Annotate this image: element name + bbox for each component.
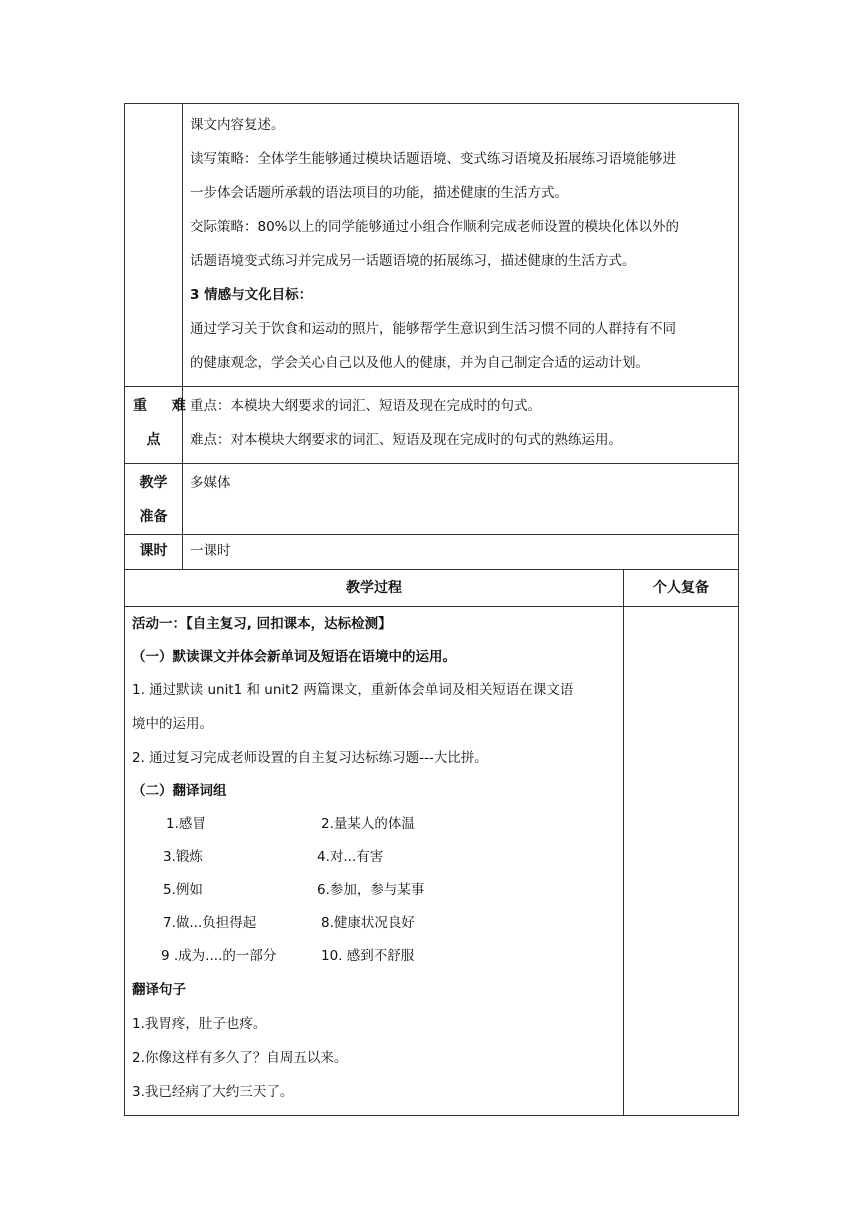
sentences-title: 翻译句子: [132, 982, 186, 998]
objectives-line: 一步体会话题所承载的语法项目的功能，描述健康的生活方式。: [190, 185, 568, 201]
sentence-item: 1.我胃疼，肚子也疼。: [132, 1016, 267, 1032]
key-points-label: [125, 387, 196, 464]
phrase-item: 5.例如: [163, 882, 203, 898]
section1-line: 2. 通过复习完成老师设置的自主复习达标练习题---大比拼。: [132, 750, 488, 766]
section2-title: （二）翻译词组: [132, 783, 227, 799]
period-label: [125, 535, 183, 570]
period-value: 一课时: [190, 543, 231, 559]
period-label-text: 课时: [139, 543, 168, 559]
sentence-item: 2.你像这样有多久了？自周五以来。: [132, 1050, 348, 1066]
phrase-item: 2.量某人的体温: [321, 816, 415, 832]
key-points-content: [183, 387, 739, 464]
phrase-item: 6.参加，参与某事: [317, 882, 425, 898]
phrase-row: [132, 841, 617, 874]
personal-notes-header: 个人复备: [624, 570, 739, 607]
section1-title: （一）默读课文并体会新单词及短语在语境中的运用。: [132, 649, 456, 665]
emotion-line: 的健康观念，学会关心自己以及他人的健康，并为自己制定合适的运动计划。: [190, 355, 649, 371]
phrase-row: [132, 907, 617, 940]
process-header-row: [125, 570, 739, 607]
lesson-plan-table: [124, 103, 739, 1116]
phrase-item: 10. 感到不舒服: [321, 948, 415, 964]
objectives-label-cell: [125, 104, 183, 387]
prep-row: [125, 464, 739, 535]
difficulty-text: 难点：对本模块大纲要求的词汇、短语及现在完成时的句式的熟练运用。: [190, 432, 622, 448]
phrase-item: 7.做...负担得起: [163, 915, 257, 931]
objectives-line: 交际策略：80%以上的同学能够通过小组合作顺利完成老师设置的模块化体以外的: [190, 219, 680, 235]
process-header: 教学过程: [125, 570, 624, 607]
key-points-label-line1: 重 难: [133, 398, 196, 414]
phrase-item: 1.感冒: [166, 816, 206, 832]
phrase-row: [132, 940, 617, 973]
prep-label-line2: 准备: [139, 509, 168, 525]
key-points-label-line2: 点: [146, 432, 161, 448]
phrase-row: [132, 874, 617, 907]
prep-label-line1: 教学: [139, 475, 168, 491]
activity-title: 活动一：【自主复习, 回扣课本，达标检测】: [132, 616, 392, 632]
key-points-row: [125, 387, 739, 464]
period-row: [125, 535, 739, 570]
sentence-item: 3.我已经病了大约三天了。: [132, 1084, 294, 1100]
prep-label: [125, 464, 183, 535]
objectives-content: [183, 104, 739, 387]
phrase-item: 3.锻炼: [163, 849, 203, 865]
phrase-row: [132, 808, 617, 841]
objectives-line: 话题语境变式练习并完成另一话题语境的拓展练习，描述健康的生活方式。: [190, 253, 636, 269]
process-row: [125, 607, 739, 1116]
objectives-row: [125, 104, 739, 387]
emotion-line: 通过学习关于饮食和运动的照片，能够帮学生意识到生活习惯不同的人群持有不同: [190, 321, 676, 337]
objectives-line: 读写策略：全体学生能够通过模块话题语境、变式练习语境及拓展练习语境能够进: [190, 151, 676, 167]
phrase-item: 8.健康状况良好: [321, 915, 415, 931]
phrase-item: 9 .成为....的一部分: [161, 948, 277, 964]
prep-content: [183, 464, 739, 535]
focus-text: 重点：本模块大纲要求的词汇、短语及现在完成时的句式。: [190, 398, 541, 414]
section1-line: 1. 通过默读 unit1 和 unit2 两篇课文，重新体会单词及相关短语在课文语: [132, 682, 574, 698]
section1-line: 境中的运用。: [132, 716, 213, 732]
phrase-item: 4.对...有害: [317, 849, 384, 865]
personal-notes-cell: [624, 607, 739, 1116]
objectives-line: 课文内容复述。: [190, 117, 285, 133]
process-content: [125, 607, 624, 1116]
prep-value: 多媒体: [190, 475, 231, 491]
emotion-heading: 3 情感与文化目标：: [190, 287, 313, 303]
period-content: [183, 535, 739, 570]
